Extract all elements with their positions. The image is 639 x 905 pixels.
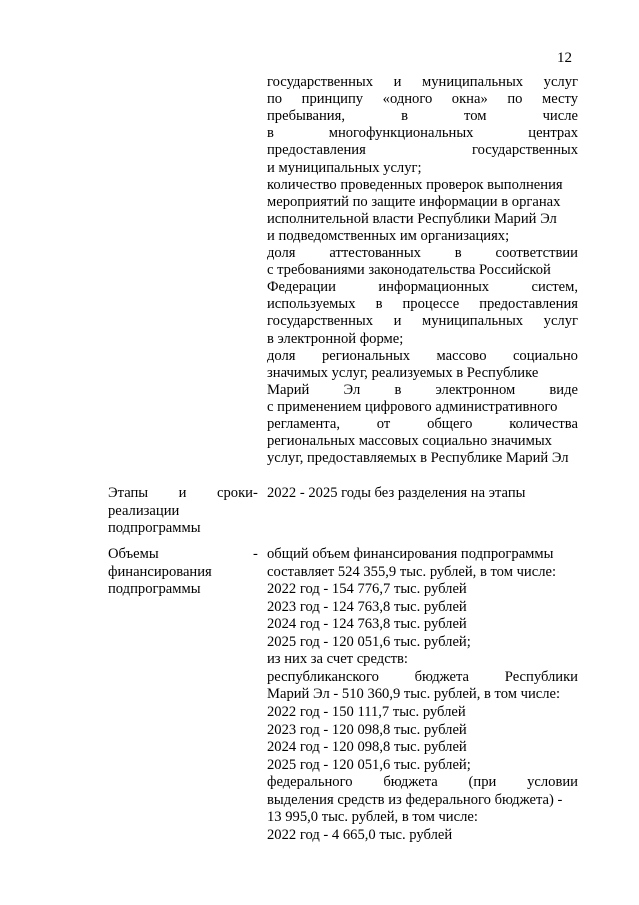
stages-label-line: реализации [108,502,180,519]
indicator-line-word: информационных [378,279,490,296]
stages-label-line-word: и [178,485,187,501]
indicator-line-word: систем, [531,279,578,296]
indicator-line: мероприятий по защите информации в органах [267,193,561,210]
funding-dash: - [253,546,258,562]
indicator-line-word: муниципальных [422,313,524,330]
indicator-line-word: количества [509,416,578,432]
indicator-line-word: окна» [451,91,488,108]
page-number: 12 [557,50,572,66]
stages-label-line-word: сроки [217,485,253,501]
indicator-line-word: в [454,245,462,261]
indicator-line [267,382,578,400]
funding-line-word: бюджета [414,668,470,685]
funding-line: 2025 год - 120 051,6 тыс. рублей; [267,633,471,650]
funding-line: составляет 524 355,9 тыс. рублей, в том числе: [267,563,557,580]
funding-line: Марий Эл - 510 360,9 тыс. рублей, в том числе: [267,686,561,703]
funding-line: 2022 год - 154 776,7 тыс. рублей [267,581,467,598]
indicator-line-word: услуг [543,74,578,90]
indicator-line: исполнительной власти Республики Марий Эл [267,210,557,227]
indicator-line [267,245,578,263]
indicator-line-word: и [393,313,402,330]
indicator-line [267,348,578,366]
funding-line: из них за счет средств: [267,651,408,668]
funding-line-word: федерального [267,774,353,791]
indicator-line-word: многофункциональных [328,125,474,142]
indicator-line-word: предоставления [479,296,578,313]
indicator-line-word: государственных [267,74,374,90]
indicator-line-word: в [401,108,408,125]
indicator-line-word: Эл [343,381,361,398]
funding-line: 2024 год - 120 098,8 тыс. рублей [267,739,467,756]
indicator-line [267,279,578,297]
funding-line: 2023 год - 120 098,8 тыс. рублей [267,721,467,738]
indicator-line-word: по [267,91,283,108]
indicator-line-word: по [507,91,523,108]
indicator-line: региональных массовых социально значимых [267,433,552,450]
funding-label-line: подпрограммы [108,581,201,598]
funding-line: 2022 год - 4 665,0 тыс. рублей [267,826,453,843]
funding-line [267,774,578,792]
funding-line-word: Республики [504,668,578,685]
indicator-line-word: используемых [267,296,356,313]
indicator-line-word: общего [427,416,473,432]
indicator-line-word: в [267,125,274,142]
indicator-line-word: государственных [471,142,578,159]
indicator-line-word: услуг [543,313,578,330]
indicator-line-word: аттестованных [329,245,421,261]
indicator-line-word: том [464,108,487,125]
indicator-line-word: месту [541,91,578,108]
indicator-line-word: предоставления [267,142,366,159]
stages-label-line-word: Этапы [108,485,149,501]
funding-line: 2025 год - 120 051,6 тыс. рублей; [267,756,471,773]
indicator-line [267,142,578,160]
stages-label-line: подпрограммы [108,520,201,537]
stages-dash: - [253,485,258,501]
indicator-line: с применением цифрового административного [267,398,558,415]
indicator-line: и подведомственных им организациях; [267,227,510,244]
funding-line: общий объем финансирования подпрограммы [267,546,554,562]
indicator-line-word: Марий [267,381,310,398]
indicator-line-word: массово [436,347,487,364]
funding-line: выделения средств из федерального бюджета) - [267,791,563,808]
indicator-line: количество проведенных проверок выполнения [267,176,563,193]
indicator-line-word: в [394,381,402,398]
indicator-line-word: и [393,74,402,90]
funding-line [267,669,578,687]
indicator-line-word: муниципальных [422,74,524,90]
stages-label-line [108,485,253,503]
indicator-line [267,313,578,331]
indicator-line: и муниципальных услуг; [267,159,422,176]
funding-label-line: финансирования [108,563,212,580]
indicator-line: в электронной форме; [267,330,404,347]
indicator-line-word: социально [512,347,578,364]
indicator-line-word: соответствии [495,245,578,261]
funding-line-word: республиканского [267,668,379,685]
indicator-line-word: процессе [402,296,460,313]
indicator-line-word: центрах [528,125,578,142]
indicator-line [267,91,578,109]
indicator-line-word: региональных [321,347,411,364]
indicator-line-word: «одного [382,91,433,108]
funding-line: 2023 год - 124 763,8 тыс. рублей [267,598,467,615]
indicator-line-word: Федерации [267,279,336,296]
indicator-line-word: виде [549,381,578,398]
funding-line-word: (при [468,774,497,791]
indicator-line: услуг, предоставляемых в Республике Марий Эл [267,450,569,467]
indicator-line-word: числе [542,108,578,125]
indicator-line: с требованиями законодательства Российской [267,262,551,279]
funding-line-word: бюджета [383,774,438,791]
indicator-line-word: доля [267,347,296,364]
indicator-line-word: государственных [267,313,374,330]
indicator-line-word: принципу [301,91,364,108]
indicator-line-word: пребывания, [267,108,345,125]
indicator-line [267,125,578,143]
indicator-line-word: в [375,296,383,313]
indicator-line-word: доля [267,245,296,261]
funding-line: 2024 год - 124 763,8 тыс. рублей [267,616,467,633]
indicator-line [267,416,578,434]
indicator-line [267,296,578,314]
funding-line: 2022 год - 150 111,7 тыс. рублей [267,703,466,720]
indicator-line [267,74,578,92]
funding-label-line: Объемы [108,546,159,562]
funding-line-word: условии [527,774,578,791]
indicator-line: значимых услуг, реализуемых в Республике [267,364,539,381]
indicator-line-word: регламента, [267,416,340,432]
indicator-line [267,108,578,126]
funding-line: 13 995,0 тыс. рублей, в том числе: [267,809,478,826]
stages-value: 2022 - 2025 годы без разделения на этапы [267,485,526,501]
indicator-line-word: электронном [435,381,516,398]
indicator-line-word: от [376,416,391,432]
